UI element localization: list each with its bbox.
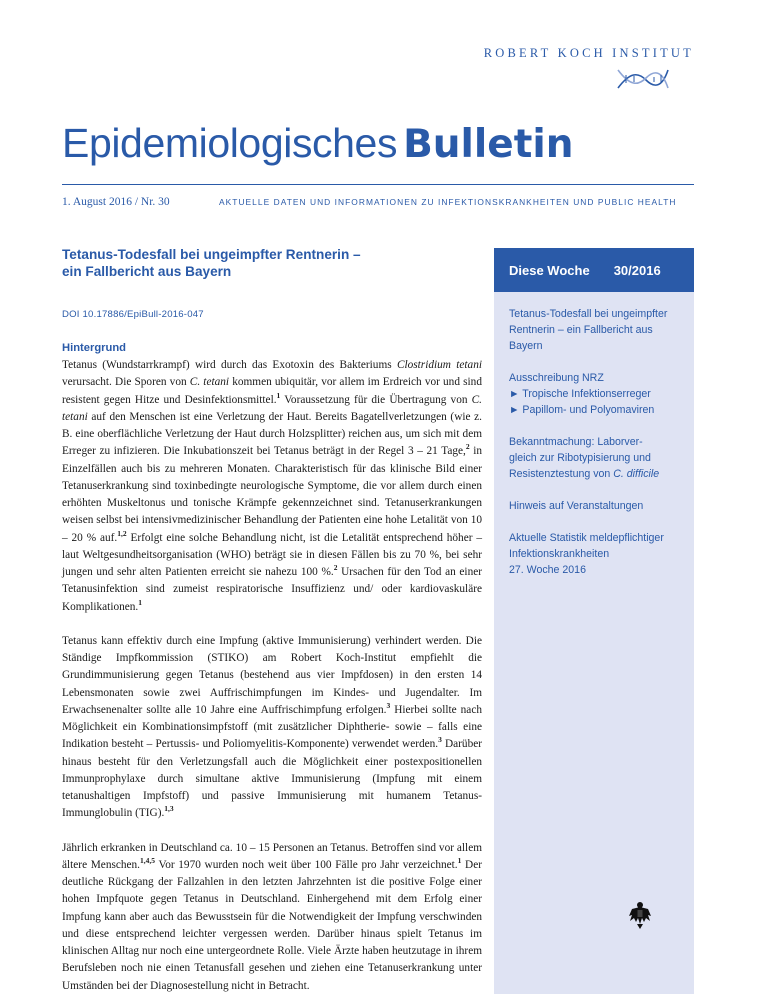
sidebar-item-tetanus[interactable]: Tetanus-Todesfall bei ungeimpfter Rentnerin – ein Fallbericht aus Bayern [509,308,668,352]
sidebar-item-statistics[interactable]: Aktuelle Statistik meldepflichtiger Infektionskrankheiten 27. Woche 2016 [509,532,664,576]
footnote-ref[interactable]: 2 [465,442,470,452]
sidebar-item-nrz[interactable]: Ausschreibung NRZ ► Tropische Infektionserreger ► Papillom- und Polyomaviren [509,372,655,416]
sidebar-item-events[interactable]: Hinweis auf Veranstaltungen [509,500,644,512]
header-tagline: AKTUELLE DATEN UND INFORMATIONEN ZU INFEKTIONSKRANKHEITEN UND PUBLIC HEALTH [219,197,677,207]
section-heading: Hintergrund [62,342,127,354]
institute-name: ROBERT KOCH INSTITUT [483,46,694,60]
paragraph-vaccination: Tetanus kann effektiv durch eine Impfung (aktive Immunisierung) verhindert werden. Die Ständige Impfkommission (STIKO) am Robert Koch-Institut empfiehlt die Grundimmunisierung gegen Tetanus (bestehend aus vier Impfdosen) in den ersten 14 Lebensmonaten sowie zwei Auffrischimpfungen im Kindes- und Jugendalter. Im Erwachsenenalter sollte alle 10 Jahre eine Auffrischimpfung erfolgen.$^3$ Hierbei sollte nach Möglichkeit ein Kombinationsimpfstoff (mit zusätzlicher Diphtherie- sowie – falls eine Indikation besteht – Pertussis- und Poliomyelitis-Komponente) verwendet werden.$^3$ Darüber hinaus besteht für den Verletzungsfall auch die Möglichkeit einer postexpositionellen Immunprophylaxe durch simultane aktive Immunisierung (Impfung mit einem tetanushaltigen Impfstoff) und passive Immunisierung mit humanem Tetanus-Immunglobulin (TIG).$^{1,3}$ [62,634,482,820]
footnote-ref[interactable]: 1,2 [117,528,127,538]
footnote-ref[interactable]: 1,3 [164,804,174,814]
rki-branding [478,46,694,96]
footnote-ref[interactable]: 2 [333,563,338,573]
article-title-line-2: ein Fallbericht aus Bayern [62,264,232,279]
paragraph-background: Tetanus (Wundstarrkrampf) wird durch das Exotoxin des Bakteriums Clostridium tetani verursacht. Die Sporen von C. tetani kommen ubiquitär, vor allem im Erdreich vor und sind resistent gegen Hitze und Desinfektionsmittel.$^1$ Voraussetzung für die Übertragung von C. tetani auf den Menschen ist eine Verletzung der Haut. Bereits Bagatellverletzungen (wie z. B. eine oberflächliche Verletzung der Haut durch Holzsplitter) reichen aus, um sich mit dem Erreger zu infizieren. Die Inkubationszeit bei Tetanus beträgt in der Regel 3 – 21 Tage,$^2$ in Einzelfällen auch bis zu mehreren Monaten. Charakteristisch für das klinische Bild einer Tetanuserkrankung sind toxinbedingte neurologische Symptome, die vor allem durch einen erhöhten Muskeltonus und tonische Krämpfe gekennzeichnet sind. Tetanuserkrankungen weisen selbst bei intensivmedizinischer Behandlung der Patienten eine hohe Letalität von 10 – 20 % auf.$^{1,2}$ Erfolgt eine solche Behandlung nicht, ist die Letalität entsprechend höher – laut Weltgesundheitsorganisation (WHO) beträgt sie in diesen Fällen bis zu 70 %, bei sehr jungen und sehr alten Patienten erreicht sie nahezu 100 %.$^2$ Ursachen für den Tod an einer Tetanusinfektion sind zumeist respiratorische Insuffizienz und/ oder kardiovaskuläre Komplikationen.$^1$ [62,359,482,613]
title-part-bold: Bulletin [403,122,574,167]
paragraph-epidemiology: Jährlich erkranken in Deutschland ca. 10 – 15 Personen an Tetanus. Betroffen sind vor allem ältere Menschen.$^{1,4,5}$ Vor 1970 wurden noch weit über 100 Fälle pro Jahr verzeichnet.$^1$ Der deutliche Rückgang der Fallzahlen in den letzten Jahrzehnten ist die positive Folge einer hohen Impfquote gegen Tetanus in Deutschland. Einhergehend mit dem Erfolg einer Impfung kann aber auch das Bewusstsein für die Notwendigkeit der Impfung verschwinden und diese entsprechend leichter vergessen werden. Darüber hinaus spielt Tetanus im klinischen Alltag nur noch eine untergeordnete Rolle. Viele Ärzte haben heutzutage in ihrem Berufsleben noch nie einen Tetanusfall gesehen und ziehen eine Tetanuserkrankung unter Umständen bei der Diagnosestellung nicht in Betracht. [62,841,482,992]
header-divider [62,184,694,185]
footnote-ref[interactable]: 3 [386,700,391,710]
article-title [62,246,482,280]
sidebar-header [494,248,694,292]
footnote-ref[interactable]: 1 [138,597,142,607]
sidebar-heading: Diese Woche [509,262,590,278]
footnote-ref[interactable]: 1 [457,855,462,865]
footnote-ref[interactable]: 1,4,5 [140,855,156,865]
sidebar-item-ringversuch[interactable]: Bekanntmachung: Laborver- gleich zur Ribotypisierung und Resistenztestung von C. difficile [509,436,660,480]
article-column [62,246,482,995]
sidebar-contents [494,292,694,578]
this-week-sidebar [494,248,694,994]
sidebar-issue: 30/2016 [613,262,661,278]
rki-dna-logo-icon [616,64,670,94]
doi-link[interactable]: DOI 10.17886/EpiBull-2016-047 [62,309,204,320]
title-part-light: Epidemiologisches [62,120,398,166]
footnote-ref[interactable]: 1 [276,390,281,400]
footnote-ref[interactable]: 3 [438,735,442,745]
issue-date: 1. August 2016 / Nr. 30 [62,196,170,208]
federal-eagle-icon [628,900,652,930]
publication-title [62,120,574,167]
article-title-line-1: Tetanus-Todesfall bei ungeimpfter Rentnerin – [62,247,361,262]
